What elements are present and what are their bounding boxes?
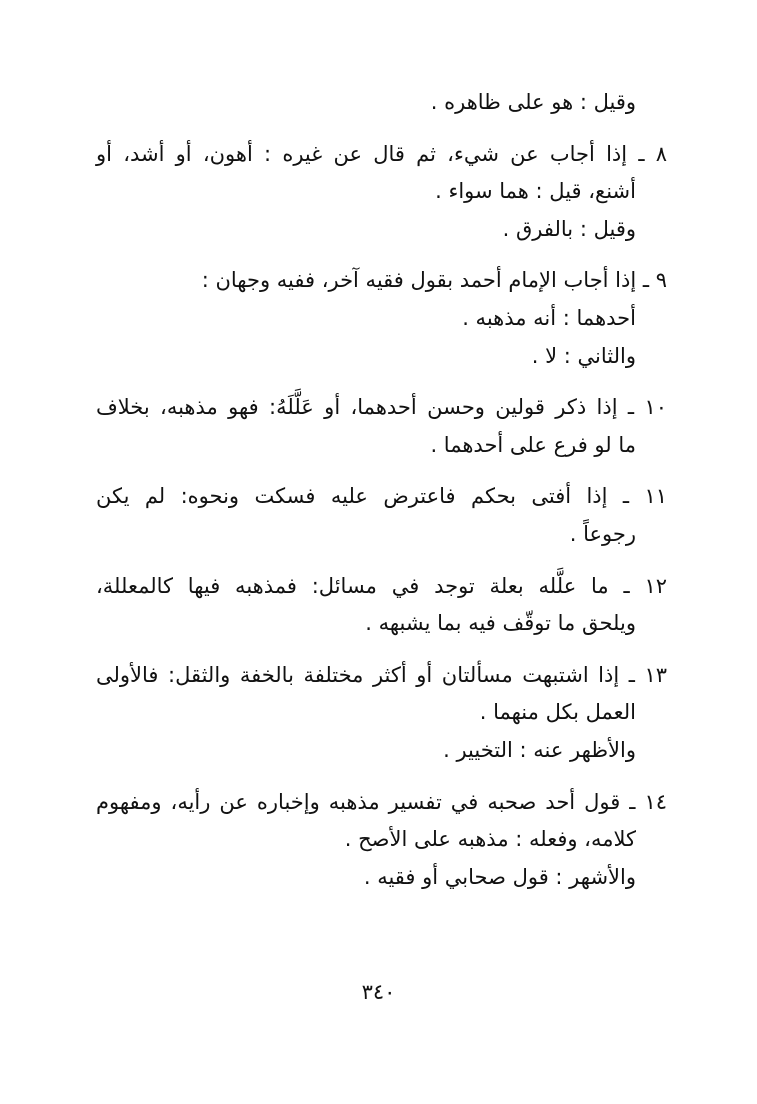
text-line: وقيل : هو على ظاهره .: [430, 90, 636, 114]
text-line: رجوعاً .: [569, 521, 636, 546]
text-line: والثاني : لا .: [531, 343, 636, 368]
main-text: [96, 84, 667, 896]
rule-13-first-line: ١٣ ـ إذا اشتبهت مسألتان أو أكثر مختلفة بالخفة والثقل: فالأولى: [96, 662, 667, 687]
text-line: العمل بكل منهما .: [479, 700, 636, 725]
rule-14-first-line: ١٤ ـ قول أحد صحبه في تفسير مذهبه وإخباره عن رأيه، ومفهوم: [96, 789, 667, 814]
rule-11-first-line: ١١ ـ إذا أفتى بحكم فاعترض عليه فسكت ونحوه: لم يكن: [96, 484, 667, 509]
text-line: والأشهر : قول صحابي أو فقيه .: [363, 864, 636, 889]
text-line: ويلحق ما توقّف فيه بما يشبهه .: [365, 611, 636, 636]
text-line: كلامه، وفعله : مذهبه على الأصح .: [344, 827, 636, 852]
rule-12-first-line: ١٢ ـ ما علَّله بعلة توجد في مسائل: فمذهبه فيها كالمعللة،: [96, 573, 667, 598]
rule-9-first-line: ٩ ـ إذا أجاب الإمام أحمد بقول فقيه آخر، ففيه وجهان :: [201, 268, 667, 293]
page-number: ٣٤٠: [361, 980, 396, 1004]
text-line: أحدهما : أنه مذهبه .: [462, 305, 636, 330]
text-line: ما لو فرع على أحدهما .: [430, 432, 636, 457]
rule-10-first-line: ١٠ ـ إذا ذكر قولين وحسن أحدهما، أو عَلَّلَهُ: فهو مذهبه، بخلاف: [96, 395, 667, 420]
rule-8-first-line: ٨ ـ إذا أجاب عن شيء، ثم قال عن غيره : أهون، أو أشد، أو: [96, 141, 667, 166]
text-line: وقيل : بالفرق .: [502, 216, 636, 241]
text-line: والأظهر عنه : التخيير .: [443, 737, 636, 762]
text-line: أشنع، قيل : هما سواء .: [435, 179, 636, 204]
